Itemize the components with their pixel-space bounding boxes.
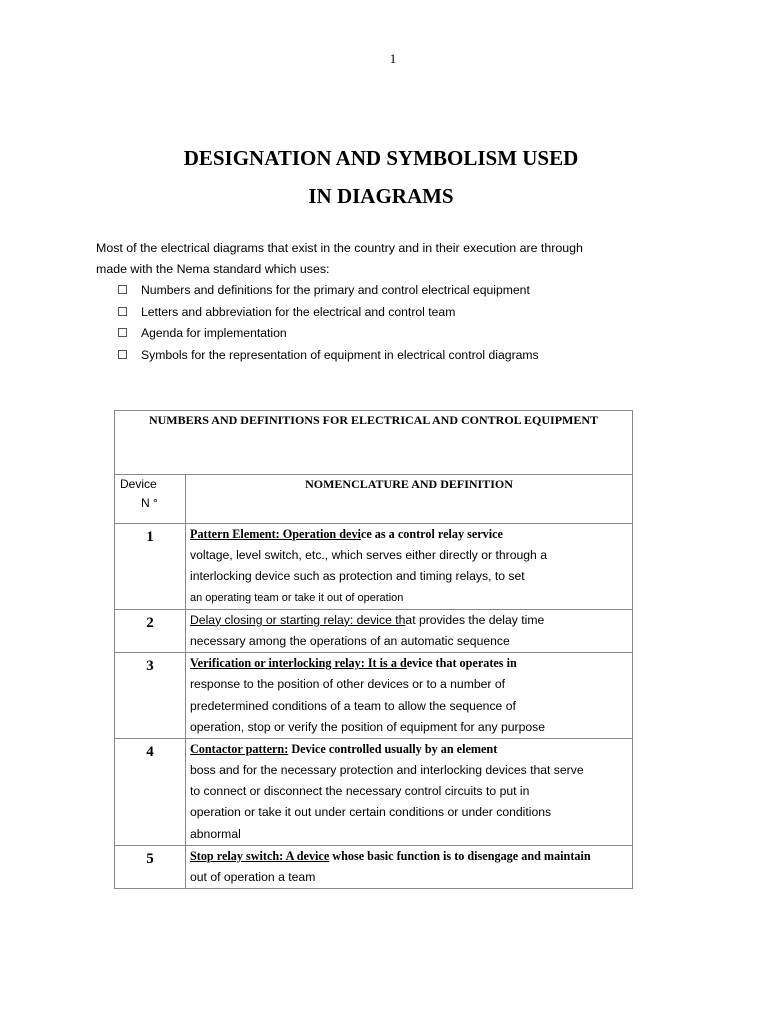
device-number: 2 <box>115 609 186 652</box>
document-title-line-1: DESIGNATION AND SYMBOLISM USED <box>183 146 579 170</box>
definition-heading-rest: at provides the delay time <box>405 612 545 627</box>
bullet-item <box>118 345 539 367</box>
bullet-text: Symbols for the representation of equipment in electrical control diagrams <box>141 347 539 362</box>
definition-heading-underlined: Pattern Element: Operation devi <box>190 527 361 541</box>
table-row <box>115 524 633 610</box>
definition-heading-rest: evice that operates in <box>406 656 517 671</box>
column-header-device-label: Device <box>120 477 157 491</box>
device-number: 5 <box>115 845 186 888</box>
definition-cell <box>186 524 633 610</box>
definition-line: out of operation a team <box>190 870 316 884</box>
definition-cell <box>186 609 633 652</box>
table-row <box>115 609 633 652</box>
definition-heading <box>190 524 632 545</box>
intro-paragraph-line-2: made with the Nema standard which uses: <box>96 262 330 276</box>
device-number: 3 <box>115 653 186 739</box>
definition-heading-underlined: Delay closing or starting relay: device th <box>190 612 406 627</box>
definition-heading-rest: Device controlled usually by an element <box>288 741 498 756</box>
definition-line: interlocking device such as protection and timing relays, to set <box>190 569 525 584</box>
definition-line: voltage, level switch, etc., which serves either directly or through a <box>190 548 547 563</box>
definition-heading-underlined: Stop relay switch: A device <box>190 848 330 863</box>
definition-line: predetermined conditions of a team to allow the sequence of <box>190 698 516 713</box>
table-header-row <box>115 475 633 524</box>
table-title: NUMBERS AND DEFINITIONS FOR ELECTRICAL AND CONTROL EQUIPMENT <box>115 411 633 475</box>
checkbox-bullet-icon <box>118 350 127 359</box>
definition-cell <box>186 738 633 845</box>
definition-heading-underlined: Verification or interlocking relay: It is a d <box>190 656 407 671</box>
definition-heading <box>190 653 632 674</box>
definition-line: operation or take it out under certain conditions or under conditions <box>190 805 552 820</box>
definition-heading <box>190 610 632 631</box>
definition-line: to connect or disconnect the necessary control circuits to put in <box>190 784 530 799</box>
checkbox-bullet-icon <box>118 307 127 316</box>
table-row <box>115 738 633 845</box>
column-header-device-number-label: N ° <box>141 496 158 510</box>
definition-line: response to the position of other devices or to a number of <box>190 677 506 692</box>
page-number: 1 <box>389 51 397 66</box>
bullet-text: Letters and abbreviation for the electrical and control team <box>141 304 456 319</box>
checkbox-bullet-icon <box>118 328 127 337</box>
definition-heading <box>190 846 632 867</box>
column-header-nomenclature: NOMENCLATURE AND DEFINITION <box>186 475 633 524</box>
device-number: 4 <box>115 738 186 845</box>
table-title-row <box>115 411 633 475</box>
bullet-item <box>118 280 539 302</box>
document-title-line-2: IN DIAGRAMS <box>308 184 454 208</box>
definition-heading-rest: ce as a control relay service <box>360 527 503 541</box>
definition-cell <box>186 845 633 888</box>
column-header-device <box>115 475 186 524</box>
intro-paragraph-line-1: Most of the electrical diagrams that exist in the country and in their execution are through <box>96 241 583 255</box>
definition-line: boss and for the necessary protection and interlocking devices that serve <box>190 763 584 778</box>
definition-line: operation, stop or verify the position of equipment for any purpose <box>190 719 546 734</box>
bullet-item <box>118 323 539 345</box>
definition-line: abnormal <box>190 826 241 841</box>
table-row <box>115 845 633 888</box>
definition-cell <box>186 653 633 739</box>
bullet-text: Numbers and definitions for the primary and control electrical equipment <box>141 283 530 297</box>
table-row <box>115 653 633 739</box>
definition-line: an operating team or take it out of operation <box>190 591 404 604</box>
bullet-item <box>118 302 539 324</box>
checkbox-bullet-icon <box>118 285 127 294</box>
definition-heading-rest: whose basic function is to disengage and maintain <box>329 848 591 863</box>
definition-heading-underlined: Contactor pattern: <box>190 741 289 756</box>
bullet-list <box>118 280 539 366</box>
definitions-table <box>114 410 633 889</box>
definition-line: necessary among the operations of an automatic sequence <box>190 633 510 648</box>
device-number: 1 <box>115 524 186 610</box>
bullet-text: Agenda for implementation <box>141 326 287 341</box>
definition-heading <box>190 739 632 760</box>
